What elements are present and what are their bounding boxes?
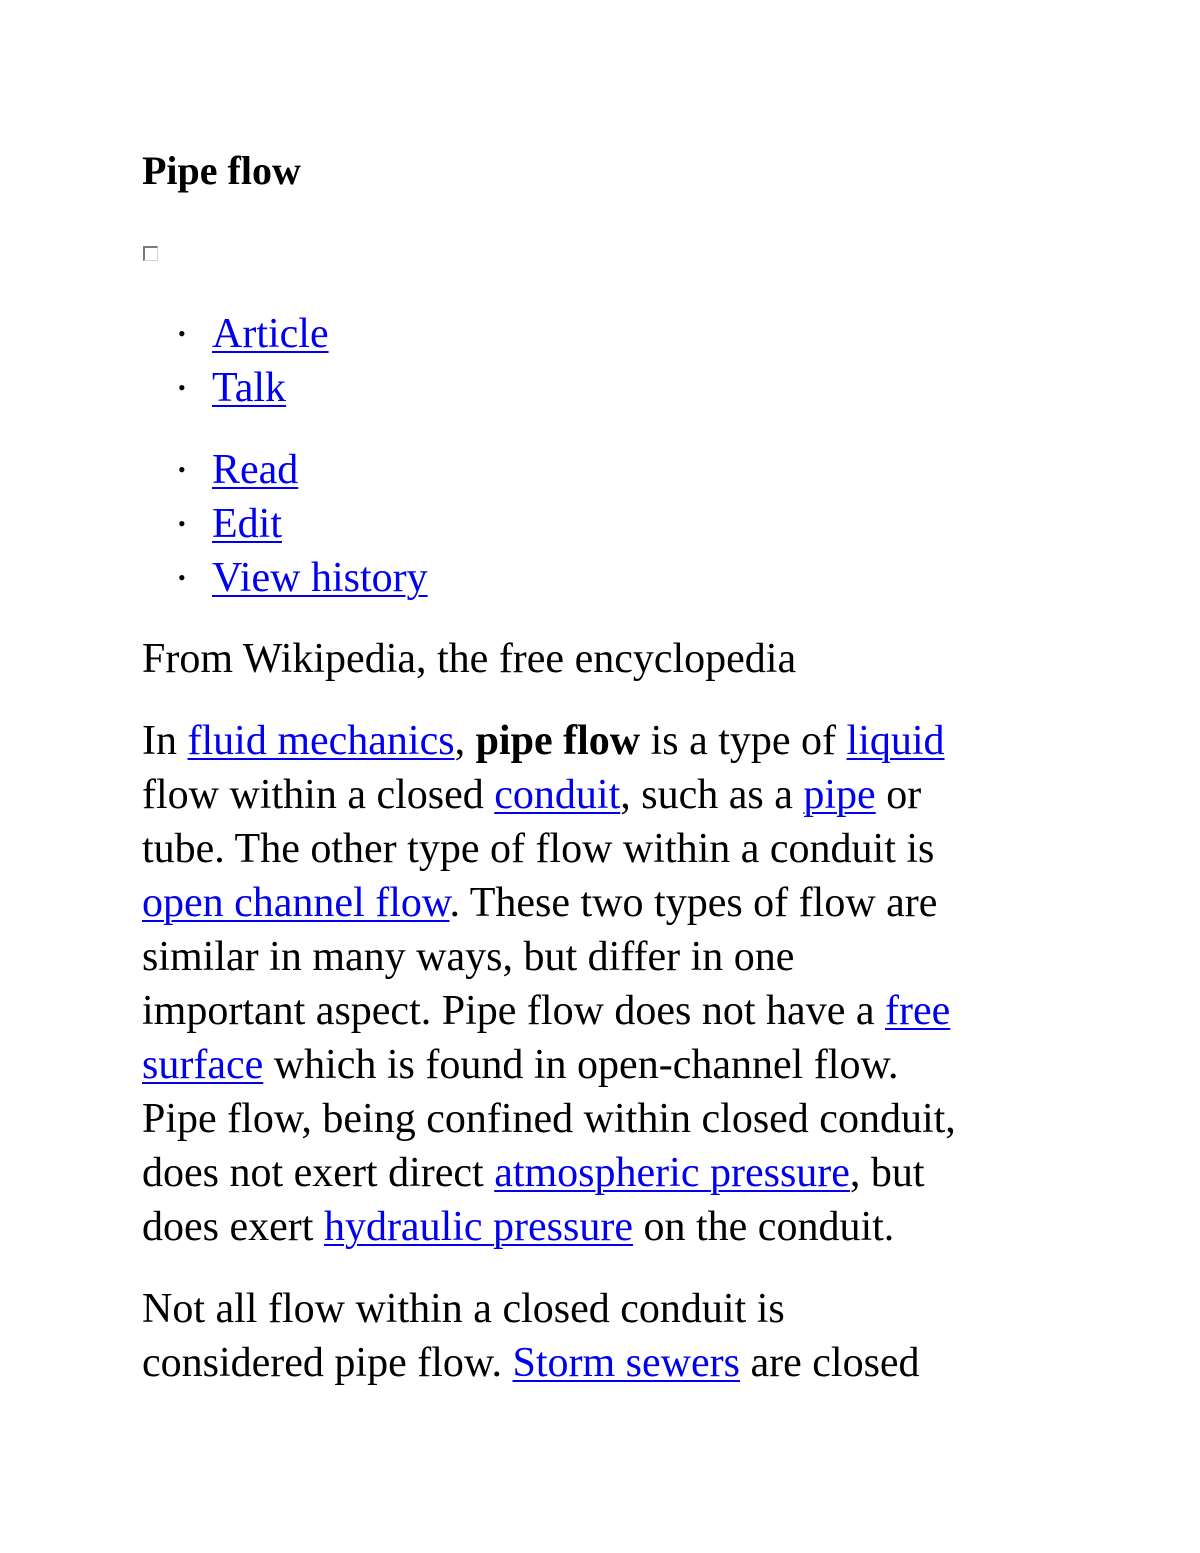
text-run: . These two types of flow are [449, 880, 938, 926]
text-line [142, 1282, 920, 1336]
text-run: flow within a closed [142, 772, 495, 818]
bold-term: pipe flow [475, 718, 641, 764]
text-line [142, 876, 956, 930]
text-run: does exert [142, 1204, 324, 1250]
atmospheric-pressure-link[interactable]: atmospheric pressure [494, 1150, 850, 1196]
bullet-icon: • [178, 511, 186, 536]
site-tagline: From Wikipedia, the free encyclopedia [142, 636, 797, 682]
conduit-link[interactable]: conduit [494, 772, 621, 818]
bullet-icon: • [178, 321, 186, 346]
edit-link[interactable]: Edit [212, 501, 282, 547]
tab-talk [142, 361, 329, 415]
text-line [142, 714, 956, 768]
text-run: are closed [739, 1340, 920, 1386]
text-run: or [875, 772, 922, 818]
text-run: important aspect. Pipe flow does not have a [142, 988, 885, 1034]
article-link[interactable]: Article [212, 311, 329, 357]
action-edit [142, 497, 428, 551]
bullet-icon: • [178, 457, 186, 482]
text-run: considered pipe flow. [142, 1340, 513, 1386]
talk-link[interactable]: Talk [212, 365, 287, 411]
text-line [142, 768, 956, 822]
menu-toggle-checkbox[interactable] [143, 246, 158, 261]
text-line [142, 1336, 920, 1390]
tab-article [142, 307, 329, 361]
hydraulic-pressure-link[interactable]: hydraulic pressure [323, 1204, 633, 1250]
text-line [142, 1092, 956, 1146]
text-run: does not exert direct [142, 1150, 495, 1196]
text-line [142, 930, 956, 984]
page-actions [142, 443, 428, 605]
text-line [142, 1038, 956, 1092]
text-run: Pipe flow, being confined within closed conduit, [142, 1096, 956, 1142]
bullet-icon: • [178, 565, 186, 590]
storm-sewers-link[interactable]: Storm sewers [512, 1340, 740, 1386]
text-line [142, 1200, 956, 1254]
action-read [142, 443, 428, 497]
free-surface-link-part2[interactable]: surface [142, 1042, 264, 1088]
text-run: which is found in open-channel flow. [263, 1042, 899, 1088]
text-run: , such as a [620, 772, 804, 818]
text-line [142, 1146, 956, 1200]
view-history-link[interactable]: View history [212, 555, 428, 601]
text-run: In [142, 718, 188, 764]
text-run: tube. The other type of flow within a conduit is [142, 826, 935, 872]
text-line [142, 822, 956, 876]
action-view-history [142, 551, 428, 605]
text-run: similar in many ways, but differ in one [142, 934, 795, 980]
text-run: Not all flow within a closed conduit is [142, 1286, 785, 1332]
pipe-link[interactable]: pipe [803, 772, 876, 818]
intro-paragraph [142, 714, 956, 1254]
page-title: Pipe flow [142, 148, 301, 193]
text-run: , but [849, 1150, 925, 1196]
text-run: is a type of [640, 718, 847, 764]
text-run: on the conduit. [633, 1204, 895, 1250]
namespace-tabs [142, 307, 329, 415]
text-run: , [454, 718, 476, 764]
open-channel-flow-link[interactable]: open channel flow [142, 880, 450, 926]
read-link[interactable]: Read [212, 447, 299, 493]
second-paragraph [142, 1282, 920, 1390]
liquid-link[interactable]: liquid [846, 718, 945, 764]
fluid-mechanics-link[interactable]: fluid mechanics [187, 718, 455, 764]
text-line [142, 984, 956, 1038]
free-surface-link-part1[interactable]: free [884, 988, 951, 1034]
bullet-icon: • [178, 375, 186, 400]
